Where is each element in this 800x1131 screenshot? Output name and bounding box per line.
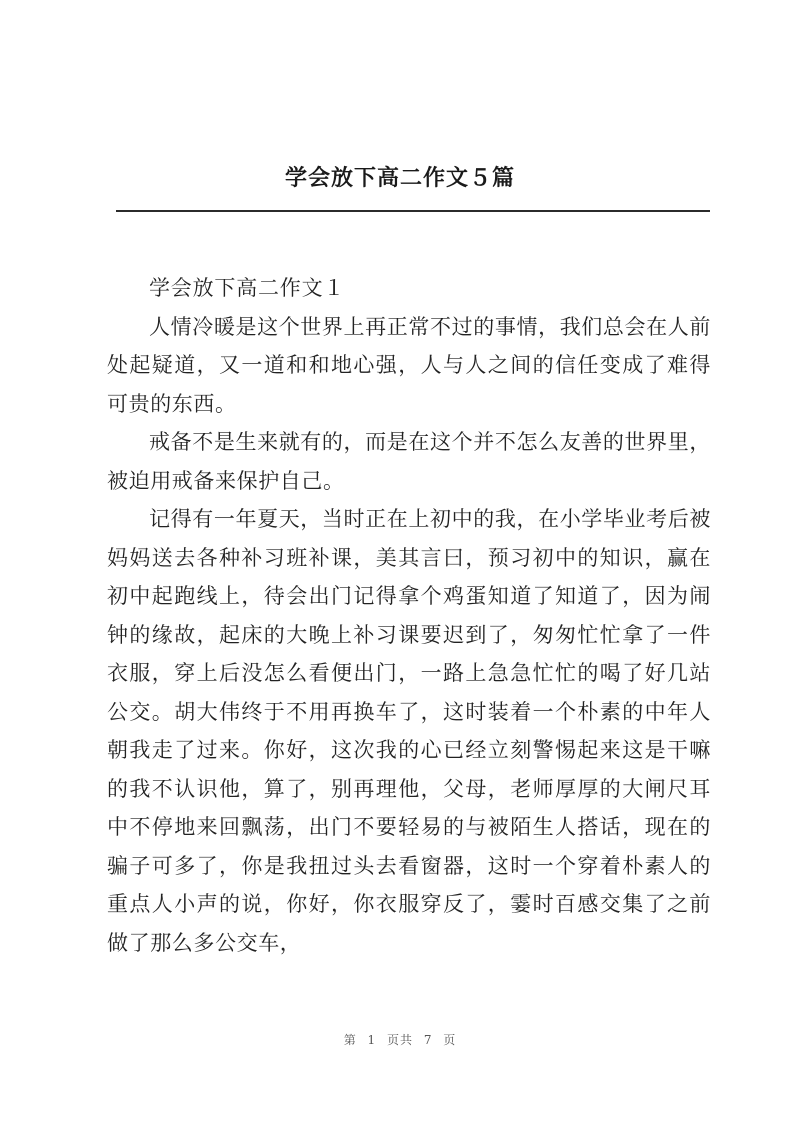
section-heading: 学会放下高二作文１ <box>149 276 346 300</box>
document-body <box>107 269 711 962</box>
paragraph-3: 记得有一年夏天，当时正在上初中的我，在小学毕业考后被妈妈送去各种补习班补课，美其言曰，预习初中的知识，赢在初中起跑线上，待会出门记得拿个鸡蛋知道了知道了，因为闹钟的缘故，起床的大晚上补习课要迟到了，匆匆忙忙拿了一件衣服，穿上后没怎么看便出门，一路上急急忙忙的喝了好几站公交。胡大伟终于不用再换车了，这时装着一个朴素的中年人朝我走了过来。你好，这次我的心已经立刻警惕起来这是干嘛的我不认识他，算了，别再理他，父母，老师厚厚的大闸尺耳中不停地来回飘荡，出门不要轻易的与被陌生人搭话，现在的骗子可多了，你是我扭过头去看窗器，这时一个穿着朴素人的重点人小声的说，你好，你衣服穿反了，霎时百感交集了之前做了那么多公交车， <box>107 507 711 955</box>
paragraph-2: 戒备不是生来就有的，而是在这个并不怎么友善的世界里，被迫用戒备来保护自己。 <box>107 430 711 493</box>
page-number-footer: 第 1 页共 7 页 <box>343 1033 457 1047</box>
paragraph-1: 人情冷暖是这个世界上再正常不过的事情，我们总会在人前处起疑道，又一道和和地心强，人与人之间的信任变成了难得可贵的东西。 <box>107 314 711 416</box>
document-title: 学会放下高二作文５篇 <box>284 166 515 191</box>
title-divider <box>116 210 710 212</box>
